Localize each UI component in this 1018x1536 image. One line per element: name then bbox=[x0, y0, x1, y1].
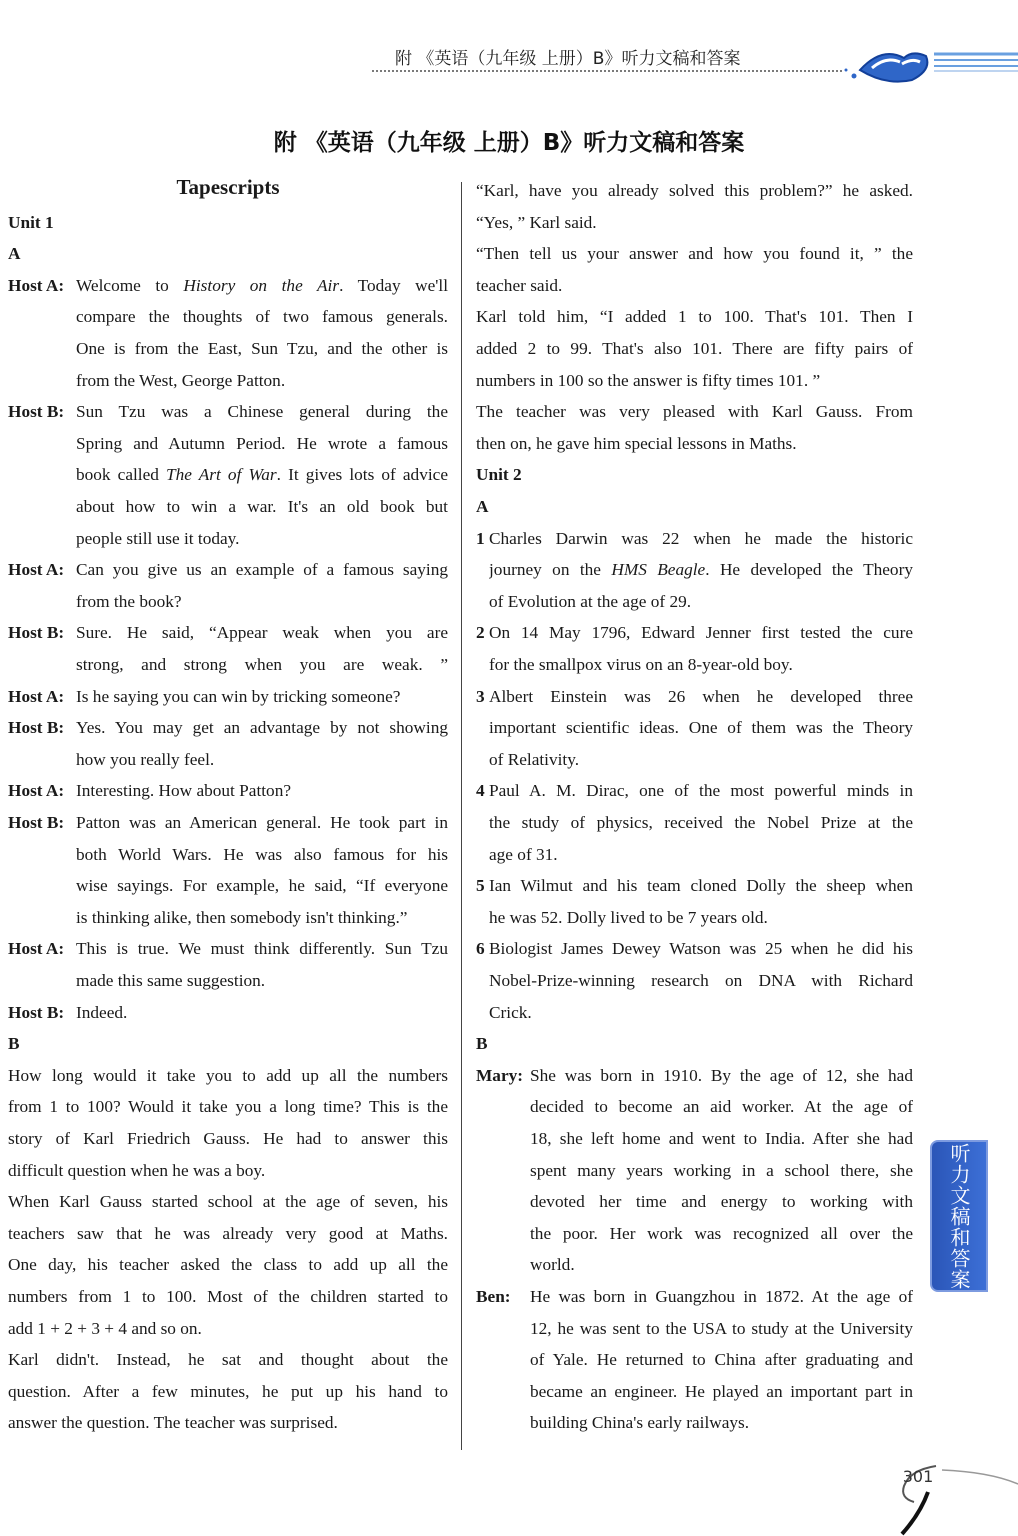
text-line bbox=[8, 591, 448, 613]
text-line bbox=[476, 686, 913, 708]
line-text: the study of physics, received the Nobel Prize at the bbox=[489, 813, 913, 832]
line-text: from the West, George Patton. bbox=[76, 370, 286, 390]
line-text: Paul A. M. Dirac, one of the most powerful minds in bbox=[489, 781, 913, 801]
text-line bbox=[476, 1286, 913, 1308]
line-text: of Yale. He returned to China after graduating and bbox=[530, 1350, 913, 1370]
header-dotted-rule bbox=[372, 70, 842, 72]
text-line bbox=[476, 433, 913, 455]
line-text: “Then tell us your answer and how you found it, ” the bbox=[476, 244, 913, 264]
text-line bbox=[476, 1002, 913, 1024]
text-line bbox=[8, 1223, 448, 1245]
line-text: How long would it take you to add up all the numbers bbox=[8, 1065, 448, 1085]
section-heading: B bbox=[8, 1034, 20, 1054]
text-line bbox=[476, 212, 913, 234]
line-text: 12, he was sent to the USA to study at the University bbox=[530, 1318, 913, 1338]
text-line bbox=[476, 180, 913, 202]
speaker-label: Host A: bbox=[8, 939, 65, 959]
line-text: Crick. bbox=[489, 1002, 532, 1022]
item-number: 5 bbox=[476, 876, 485, 896]
speaker-label: Host A: bbox=[8, 275, 65, 295]
speaker-label: Host B: bbox=[8, 623, 65, 643]
section-heading: Unit 1 bbox=[8, 212, 54, 232]
line-text: He was born in Guangzhou in 1872. At the age of bbox=[530, 1287, 913, 1306]
line-text: compare the thoughts of two famous generals. bbox=[76, 307, 448, 327]
line-text: made this same suggestion. bbox=[76, 971, 266, 990]
line-text: then on, he gave him special lessons in Maths. bbox=[476, 433, 797, 453]
text-line bbox=[8, 875, 448, 897]
line-text: of Evolution at the age of 29. bbox=[489, 591, 692, 611]
line-text: numbers from 1 to 100. Most of the children started to bbox=[8, 1287, 448, 1306]
text-line bbox=[8, 275, 448, 297]
text-line bbox=[476, 306, 913, 328]
text-line bbox=[8, 1096, 448, 1118]
item-number: 4 bbox=[476, 781, 485, 801]
line-text: from the book? bbox=[76, 591, 182, 611]
line-text: She was born in 1910. By the age of 12, she had bbox=[530, 1065, 913, 1085]
line-text: both World Wars. He was also famous for his bbox=[76, 844, 448, 864]
side-tab-label: 听力文稿和答案 bbox=[947, 1142, 971, 1290]
text-line bbox=[476, 591, 913, 613]
speaker-label: Host B: bbox=[8, 1002, 65, 1022]
text-line bbox=[8, 1286, 448, 1308]
line-text: teachers saw that he was already very good at Maths. bbox=[8, 1223, 448, 1243]
text-line bbox=[8, 749, 448, 771]
speaker-label: Host B: bbox=[8, 813, 65, 832]
text-line bbox=[8, 1254, 448, 1276]
item-number: 6 bbox=[476, 939, 485, 959]
line-text: about how to win a war. It's an old book but bbox=[76, 497, 448, 516]
speaker-label: Host B: bbox=[8, 402, 65, 422]
line-text: the poor. Her work was recognized all over the bbox=[530, 1223, 913, 1243]
text-line bbox=[8, 528, 448, 550]
text-line bbox=[8, 717, 448, 739]
line-text: book called The Art of War. It gives lots of advice bbox=[76, 465, 448, 485]
line-text: Albert Einstein was 26 when he developed three bbox=[489, 686, 913, 706]
section-heading: B bbox=[476, 1034, 488, 1054]
line-text: of Relativity. bbox=[489, 749, 580, 769]
line-text: teacher said. bbox=[476, 275, 563, 295]
line-text: Charles Darwin was 22 when he made the historic bbox=[489, 528, 913, 548]
line-text: Is he saying you can win by tricking someone? bbox=[76, 686, 401, 706]
text-line bbox=[8, 907, 448, 929]
speaker-label: Mary: bbox=[476, 1065, 524, 1085]
line-text: Interesting. How about Patton? bbox=[76, 781, 292, 801]
text-line bbox=[476, 1254, 913, 1276]
line-text: journey on the HMS Beagle. He developed the Theory bbox=[489, 560, 913, 580]
line-text: for the smallpox virus on an 8-year-old boy. bbox=[489, 655, 793, 674]
text-line bbox=[8, 1381, 448, 1403]
text-line bbox=[8, 433, 448, 455]
line-text: added 2 to 99. That's also 101. There are fifty pairs of bbox=[476, 339, 913, 358]
text-line bbox=[8, 622, 448, 644]
line-text: 18, she left home and went to India. After she had bbox=[530, 1129, 913, 1148]
text-line bbox=[8, 338, 448, 360]
text-line bbox=[476, 654, 913, 676]
line-text: decided to become an aid worker. At the age of bbox=[530, 1097, 913, 1117]
line-text: “Karl, have you already solved this problem?” he asked. bbox=[476, 181, 913, 200]
text-line bbox=[476, 1412, 913, 1434]
text-line bbox=[8, 1160, 448, 1182]
line-text: One is from the East, Sun Tzu, and the other is bbox=[76, 339, 448, 358]
text-line bbox=[8, 1349, 448, 1371]
line-text: how you really feel. bbox=[76, 749, 215, 769]
text-line bbox=[476, 275, 913, 297]
speaker-label: Host B: bbox=[8, 718, 65, 738]
text-line bbox=[476, 1096, 913, 1118]
text-line bbox=[476, 401, 913, 423]
text-line bbox=[476, 875, 913, 897]
speaker-label: Host A: bbox=[8, 781, 65, 801]
text-line bbox=[8, 780, 448, 802]
line-text: Can you give us an example of a famous saying bbox=[76, 560, 448, 580]
text-line bbox=[8, 812, 448, 834]
speaker-label: Host A: bbox=[8, 686, 65, 706]
line-text: building China's early railways. bbox=[530, 1413, 750, 1433]
speaker-label: Ben: bbox=[476, 1287, 511, 1306]
line-text: strong, and strong when you are weak. ” bbox=[76, 655, 448, 674]
text-line bbox=[8, 938, 448, 960]
text-line bbox=[476, 1128, 913, 1150]
line-text: This is true. We must think differently. Sun Tzu bbox=[76, 939, 448, 959]
text-line bbox=[8, 1002, 448, 1024]
line-text: age of 31. bbox=[489, 844, 558, 864]
text-line bbox=[476, 243, 913, 265]
line-text: devoted her time and energy to working with bbox=[530, 1192, 913, 1212]
section-title: Tapescripts bbox=[176, 175, 280, 199]
line-text: he was 52. Dolly lived to be 7 years old. bbox=[489, 907, 768, 927]
section-heading: Unit 2 bbox=[476, 465, 522, 485]
line-text: story of Karl Friedrich Gauss. He had to answer this bbox=[8, 1129, 448, 1148]
text-line bbox=[476, 1160, 913, 1182]
text-line bbox=[476, 717, 913, 739]
text-line bbox=[8, 559, 448, 581]
line-text: Karl didn't. Instead, he sat and thought about the bbox=[8, 1350, 448, 1370]
line-text: The teacher was very pleased with Karl Gauss. From bbox=[476, 402, 913, 422]
line-text: Welcome to History on the Air. Today we'll bbox=[76, 275, 448, 295]
text-line bbox=[8, 496, 448, 518]
text-line bbox=[476, 1065, 913, 1087]
text-line bbox=[8, 1191, 448, 1213]
line-text: On 14 May 1796, Edward Jenner first tested the cure bbox=[489, 623, 913, 643]
text-line bbox=[8, 844, 448, 866]
text-line bbox=[476, 559, 913, 581]
line-text: world. bbox=[530, 1255, 575, 1275]
side-tab bbox=[930, 1140, 988, 1292]
text-line bbox=[476, 907, 913, 929]
line-text: Biologist James Dewey Watson was 25 when he did his bbox=[489, 939, 913, 959]
line-text: Nobel-Prize-winning research on DNA with Richard bbox=[489, 971, 913, 990]
line-text: numbers in 100 so the answer is fifty times 101. ” bbox=[476, 370, 821, 390]
line-text: answer the question. The teacher was surprised. bbox=[8, 1413, 338, 1433]
text-line bbox=[476, 780, 913, 802]
text-line bbox=[476, 812, 913, 834]
line-text: Patton was an American general. He took part in bbox=[76, 813, 448, 832]
line-text: Karl told him, “I added 1 to 100. That's 101. Then I bbox=[476, 307, 913, 327]
line-text: from 1 to 100? Would it take you a long time? This is the bbox=[8, 1097, 448, 1117]
text-line bbox=[8, 1065, 448, 1087]
line-text: important scientific ideas. One of them was the Theory bbox=[489, 718, 913, 738]
line-text: Yes. You may get an advantage by not showing bbox=[76, 718, 448, 738]
line-text: wise sayings. For example, he said, “If everyone bbox=[76, 876, 448, 896]
line-text: spent many years working in a school there, she bbox=[530, 1160, 913, 1180]
text-line bbox=[476, 938, 913, 960]
text-line bbox=[476, 370, 913, 392]
text-line bbox=[8, 686, 448, 708]
text-line bbox=[8, 464, 448, 486]
text-line bbox=[476, 749, 913, 771]
line-text: is thinking alike, then somebody isn't thinking.” bbox=[76, 907, 408, 927]
text-line bbox=[476, 1381, 913, 1403]
text-line bbox=[476, 1349, 913, 1371]
text-line bbox=[476, 528, 913, 550]
line-text: “Yes, ” Karl said. bbox=[476, 212, 597, 232]
text-line bbox=[8, 370, 448, 392]
line-text: difficult question when he was a boy. bbox=[8, 1160, 266, 1180]
text-line bbox=[8, 1412, 448, 1434]
text-line bbox=[476, 622, 913, 644]
book-logo-icon bbox=[842, 40, 1018, 86]
speaker-label: Host A: bbox=[8, 560, 65, 580]
page-number: 301 bbox=[902, 1467, 934, 1486]
line-text: add 1 + 2 + 3 + 4 and so on. bbox=[8, 1318, 202, 1338]
line-text: Sure. He said, “Appear weak when you are bbox=[76, 623, 448, 643]
text-line bbox=[476, 1223, 913, 1245]
line-text: Ian Wilmut and his team cloned Dolly the sheep when bbox=[489, 876, 913, 896]
line-text: question. After a few minutes, he put up his hand to bbox=[8, 1381, 448, 1401]
text-line bbox=[8, 401, 448, 423]
text-line bbox=[8, 306, 448, 328]
item-number: 2 bbox=[476, 623, 485, 643]
text-line bbox=[8, 654, 448, 676]
text-line bbox=[8, 970, 448, 992]
item-number: 3 bbox=[476, 686, 485, 706]
running-head: 附 《英语（九年级 上册）B》听力文稿和答案 bbox=[395, 49, 741, 69]
line-text: people still use it today. bbox=[76, 528, 240, 548]
text-line bbox=[476, 338, 913, 360]
line-text: Spring and Autumn Period. He wrote a famous bbox=[76, 433, 448, 453]
text-line bbox=[476, 970, 913, 992]
section-heading: A bbox=[8, 244, 21, 264]
text-line bbox=[476, 844, 913, 866]
page-title: 附 《英语（九年级 上册）B》听力文稿和答案 bbox=[273, 130, 745, 156]
column-divider bbox=[461, 182, 462, 1450]
line-text: Indeed. bbox=[76, 1002, 128, 1022]
line-text: One day, his teacher asked the class to add up all the bbox=[8, 1255, 448, 1275]
text-line bbox=[476, 1318, 913, 1340]
line-text: became an engineer. He played an important part in bbox=[530, 1381, 913, 1401]
text-line bbox=[8, 1128, 448, 1150]
line-text: Sun Tzu was a Chinese general during the bbox=[76, 402, 448, 422]
item-number: 1 bbox=[476, 528, 485, 548]
section-heading: A bbox=[476, 497, 489, 516]
line-text: When Karl Gauss started school at the age of seven, his bbox=[8, 1192, 448, 1212]
text-line bbox=[476, 1191, 913, 1213]
text-line bbox=[8, 1318, 448, 1340]
